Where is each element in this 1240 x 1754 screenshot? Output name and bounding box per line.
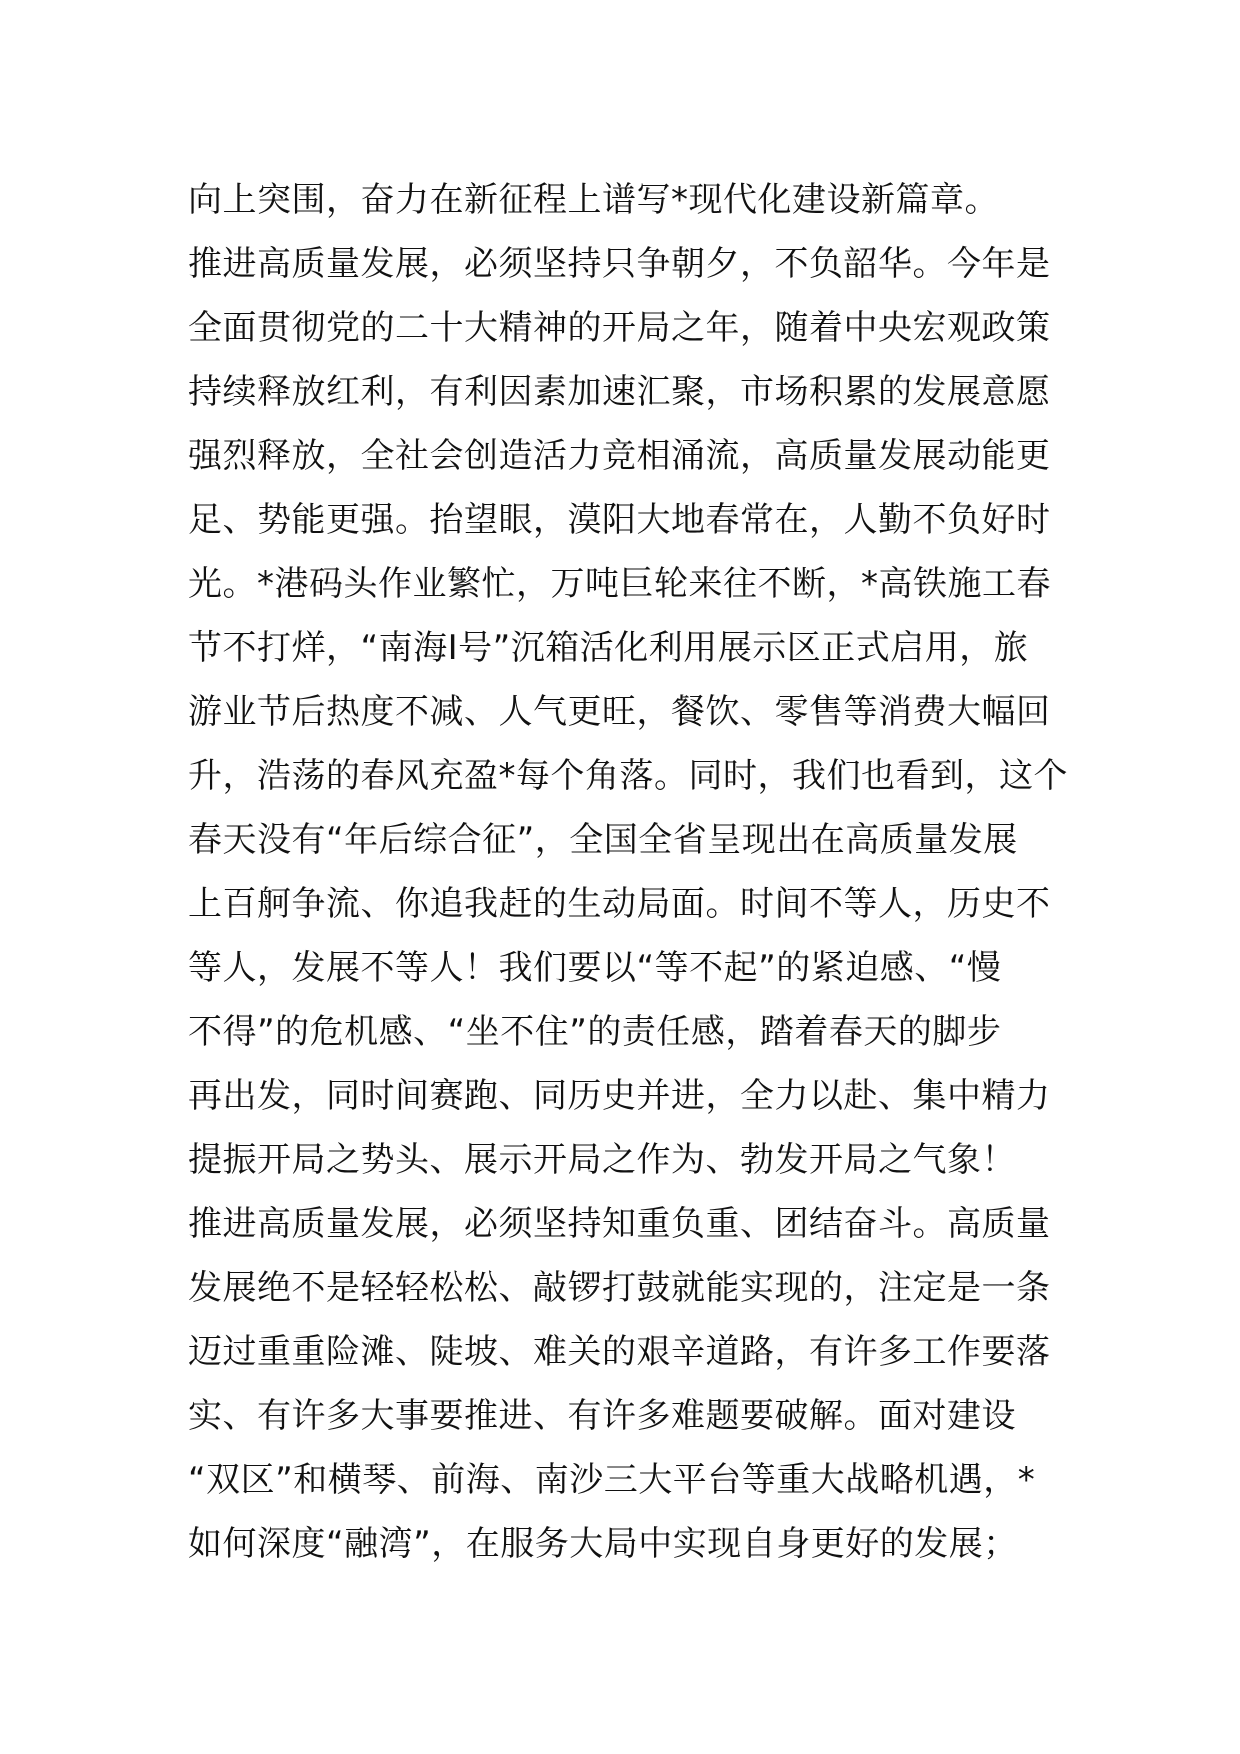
text-line: 提振开局之势头、展示开局之作为、勃发开局之气象！	[188, 1140, 1016, 1180]
text-line: 光。*港码头作业繁忙，万吨巨轮来往不断，*高铁施工春	[188, 564, 1051, 604]
text-line: 上百舸争流、你追我赶的生动局面。时间不等人，历史不	[188, 884, 1051, 924]
text-line: 发展绝不是轻轻松松、敲锣打鼓就能实现的，注定是一条	[188, 1268, 1051, 1308]
text-line: 不得”的危机感、“坐不住”的责任感，踏着春天的脚步	[188, 1012, 1002, 1052]
text-line: 实、有许多大事要推进、有许多难题要破解。面对建设	[188, 1396, 1016, 1436]
text-line: 推进高质量发展，必须坚持只争朝夕，不负韶华。今年是	[188, 244, 1051, 284]
text-line: 推进高质量发展，必须坚持知重负重、团结奋斗。高质量	[188, 1204, 1051, 1244]
text-line: 迈过重重险滩、陡坡、难关的艰辛道路，有许多工作要落	[188, 1332, 1051, 1372]
text-line: 节不打烊，“南海Ⅰ号”沉箱活化利用展示区正式启用，旅	[188, 628, 1029, 668]
text-line: 游业节后热度不减、人气更旺，餐饮、零售等消费大幅回	[188, 692, 1051, 732]
text-line: 强烈释放，全社会创造活力竞相涌流，高质量发展动能更	[188, 436, 1051, 476]
text-line: 全面贯彻党的二十大精神的开局之年，随着中央宏观政策	[188, 308, 1051, 348]
text-line: 足、势能更强。抬望眼，漠阳大地春常在，人勤不负好时	[188, 500, 1051, 540]
text-line: 再出发，同时间赛跑、同历史并进，全力以赴、集中精力	[188, 1076, 1051, 1116]
body-text	[188, 168, 1068, 1576]
text-line: 等人，发展不等人！我们要以“等不起”的紧迫感、“慢	[188, 948, 1002, 988]
text-line: “双区”和横琴、前海、南沙三大平台等重大战略机遇，*	[188, 1460, 1036, 1500]
text-line: 春天没有“年后综合征”，全国全省呈现出在高质量发展	[188, 820, 1018, 860]
text-line: 持续释放红利，有利因素加速汇聚，市场积累的发展意愿	[188, 372, 1051, 412]
text-line: 升，浩荡的春风充盈*每个角落。同时，我们也看到，这个	[188, 756, 1068, 796]
text-line: 向上突围，奋力在新征程上谱写*现代化建设新篇章。	[188, 180, 999, 220]
text-line: 如何深度“融湾”，在服务大局中实现自身更好的发展；	[188, 1524, 1018, 1564]
